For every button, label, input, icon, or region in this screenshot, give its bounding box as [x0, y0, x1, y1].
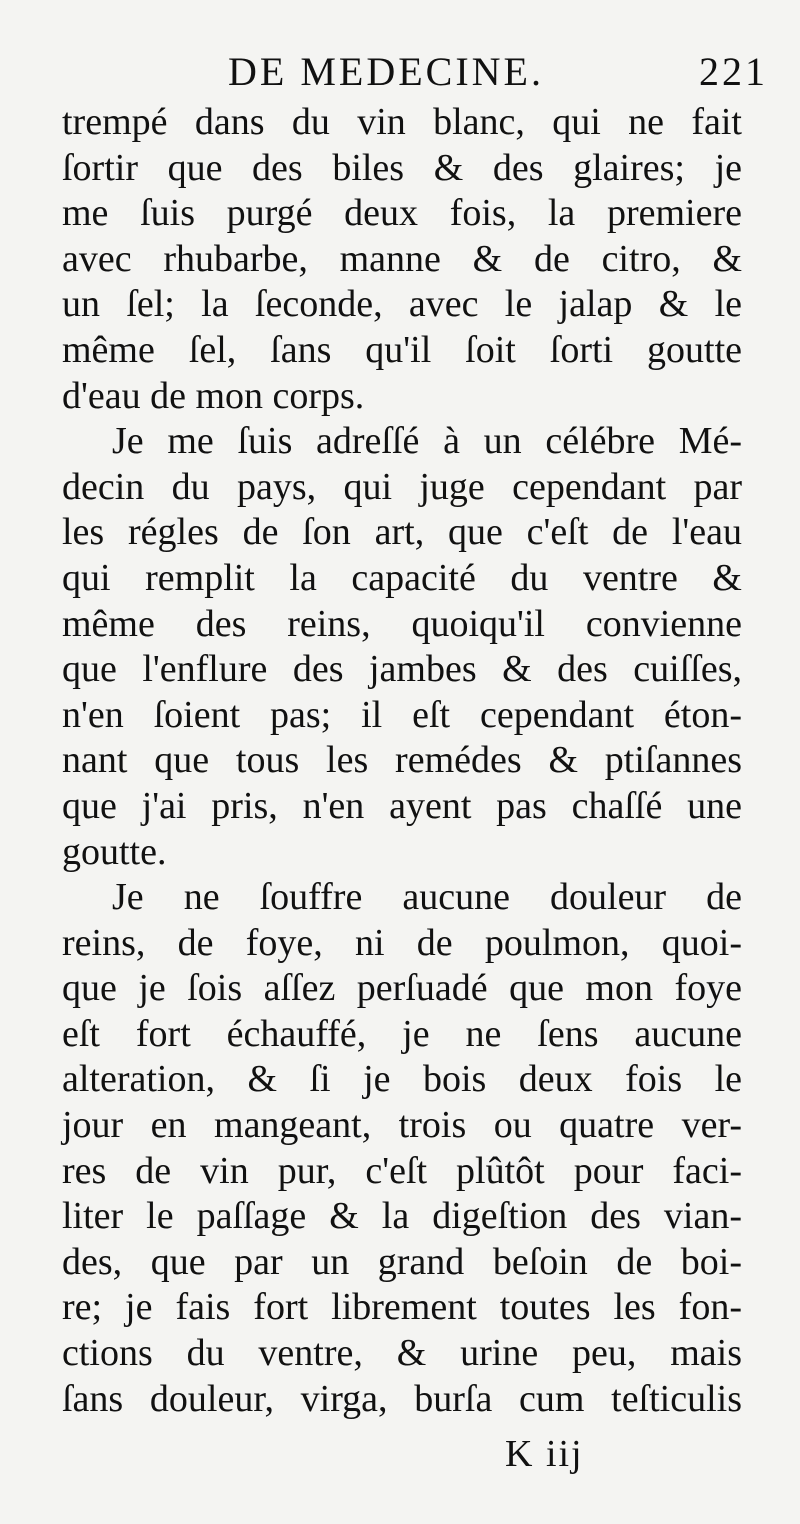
text-line: ſortir que des biles & des glaires; je [62, 146, 742, 189]
text-line: n'en ſoient pas; il eſt cependant éton- [62, 693, 742, 736]
text-line: liter le paſſage & la digeſtion des vian- [62, 1195, 742, 1238]
text-line: Je ne ſouffre aucune douleur de [112, 876, 742, 919]
text-line: ſans douleur, virga, burſa cum teſticulis [62, 1377, 742, 1420]
signature-mark: K iij [505, 1433, 584, 1475]
text-line: res de vin pur, c'eſt plûtôt pour faci- [62, 1149, 742, 1192]
text-line: reins, de foye, ni de poulmon, quoi- [62, 921, 742, 964]
text-line: qui remplit la capacité du ventre & [62, 556, 742, 599]
text-line: re; je fais fort librement toutes les fon- [62, 1286, 742, 1329]
text-line: nant que tous les remédes & ptiſannes [62, 739, 742, 782]
text-line: goutte. [62, 830, 167, 873]
text-line: un ſel; la ſeconde, avec le jalap & le [62, 283, 742, 326]
page-number: 221 [699, 49, 768, 94]
text-line: même ſel, ſans qu'il ſoit ſorti goutte [62, 328, 742, 371]
text-line: Je me ſuis adreſſé à un célébre Mé- [112, 420, 742, 463]
text-line: les régles de ſon art, que c'eſt de l'eau [62, 511, 742, 554]
text-line: d'eau de mon corps. [62, 374, 365, 417]
text-line: avec rhubarbe, manne & de citro, & [62, 237, 742, 280]
text-line: me ſuis purgé deux fois, la premiere [62, 192, 742, 235]
running-title: DE MEDECINE. [228, 49, 544, 94]
running-header [228, 48, 768, 96]
body-text [62, 100, 742, 1422]
text-line: decin du pays, qui juge cependant par [62, 465, 742, 508]
text-line: jour en mangeant, trois ou quatre ver- [62, 1104, 742, 1147]
text-line: eſt fort échauffé, je ne ſens aucune [62, 1012, 742, 1055]
text-line: que je ſois aſſez perſuadé que mon foye [62, 967, 742, 1010]
text-line: que l'enflure des jambes & des cuiſſes, [62, 648, 742, 691]
text-line: trempé dans du vin blanc, qui ne fait [62, 101, 742, 143]
text-line: des, que par un grand beſoin de boi- [62, 1240, 742, 1283]
text-line: ctions du ventre, & urine peu, mais [62, 1332, 742, 1375]
text-line: que j'ai pris, n'en ayent pas chaſſé une [62, 784, 742, 827]
text-line: alteration, & ſi je bois deux fois le [62, 1058, 742, 1101]
text-line: même des reins, quoiqu'il convienne [62, 602, 742, 645]
